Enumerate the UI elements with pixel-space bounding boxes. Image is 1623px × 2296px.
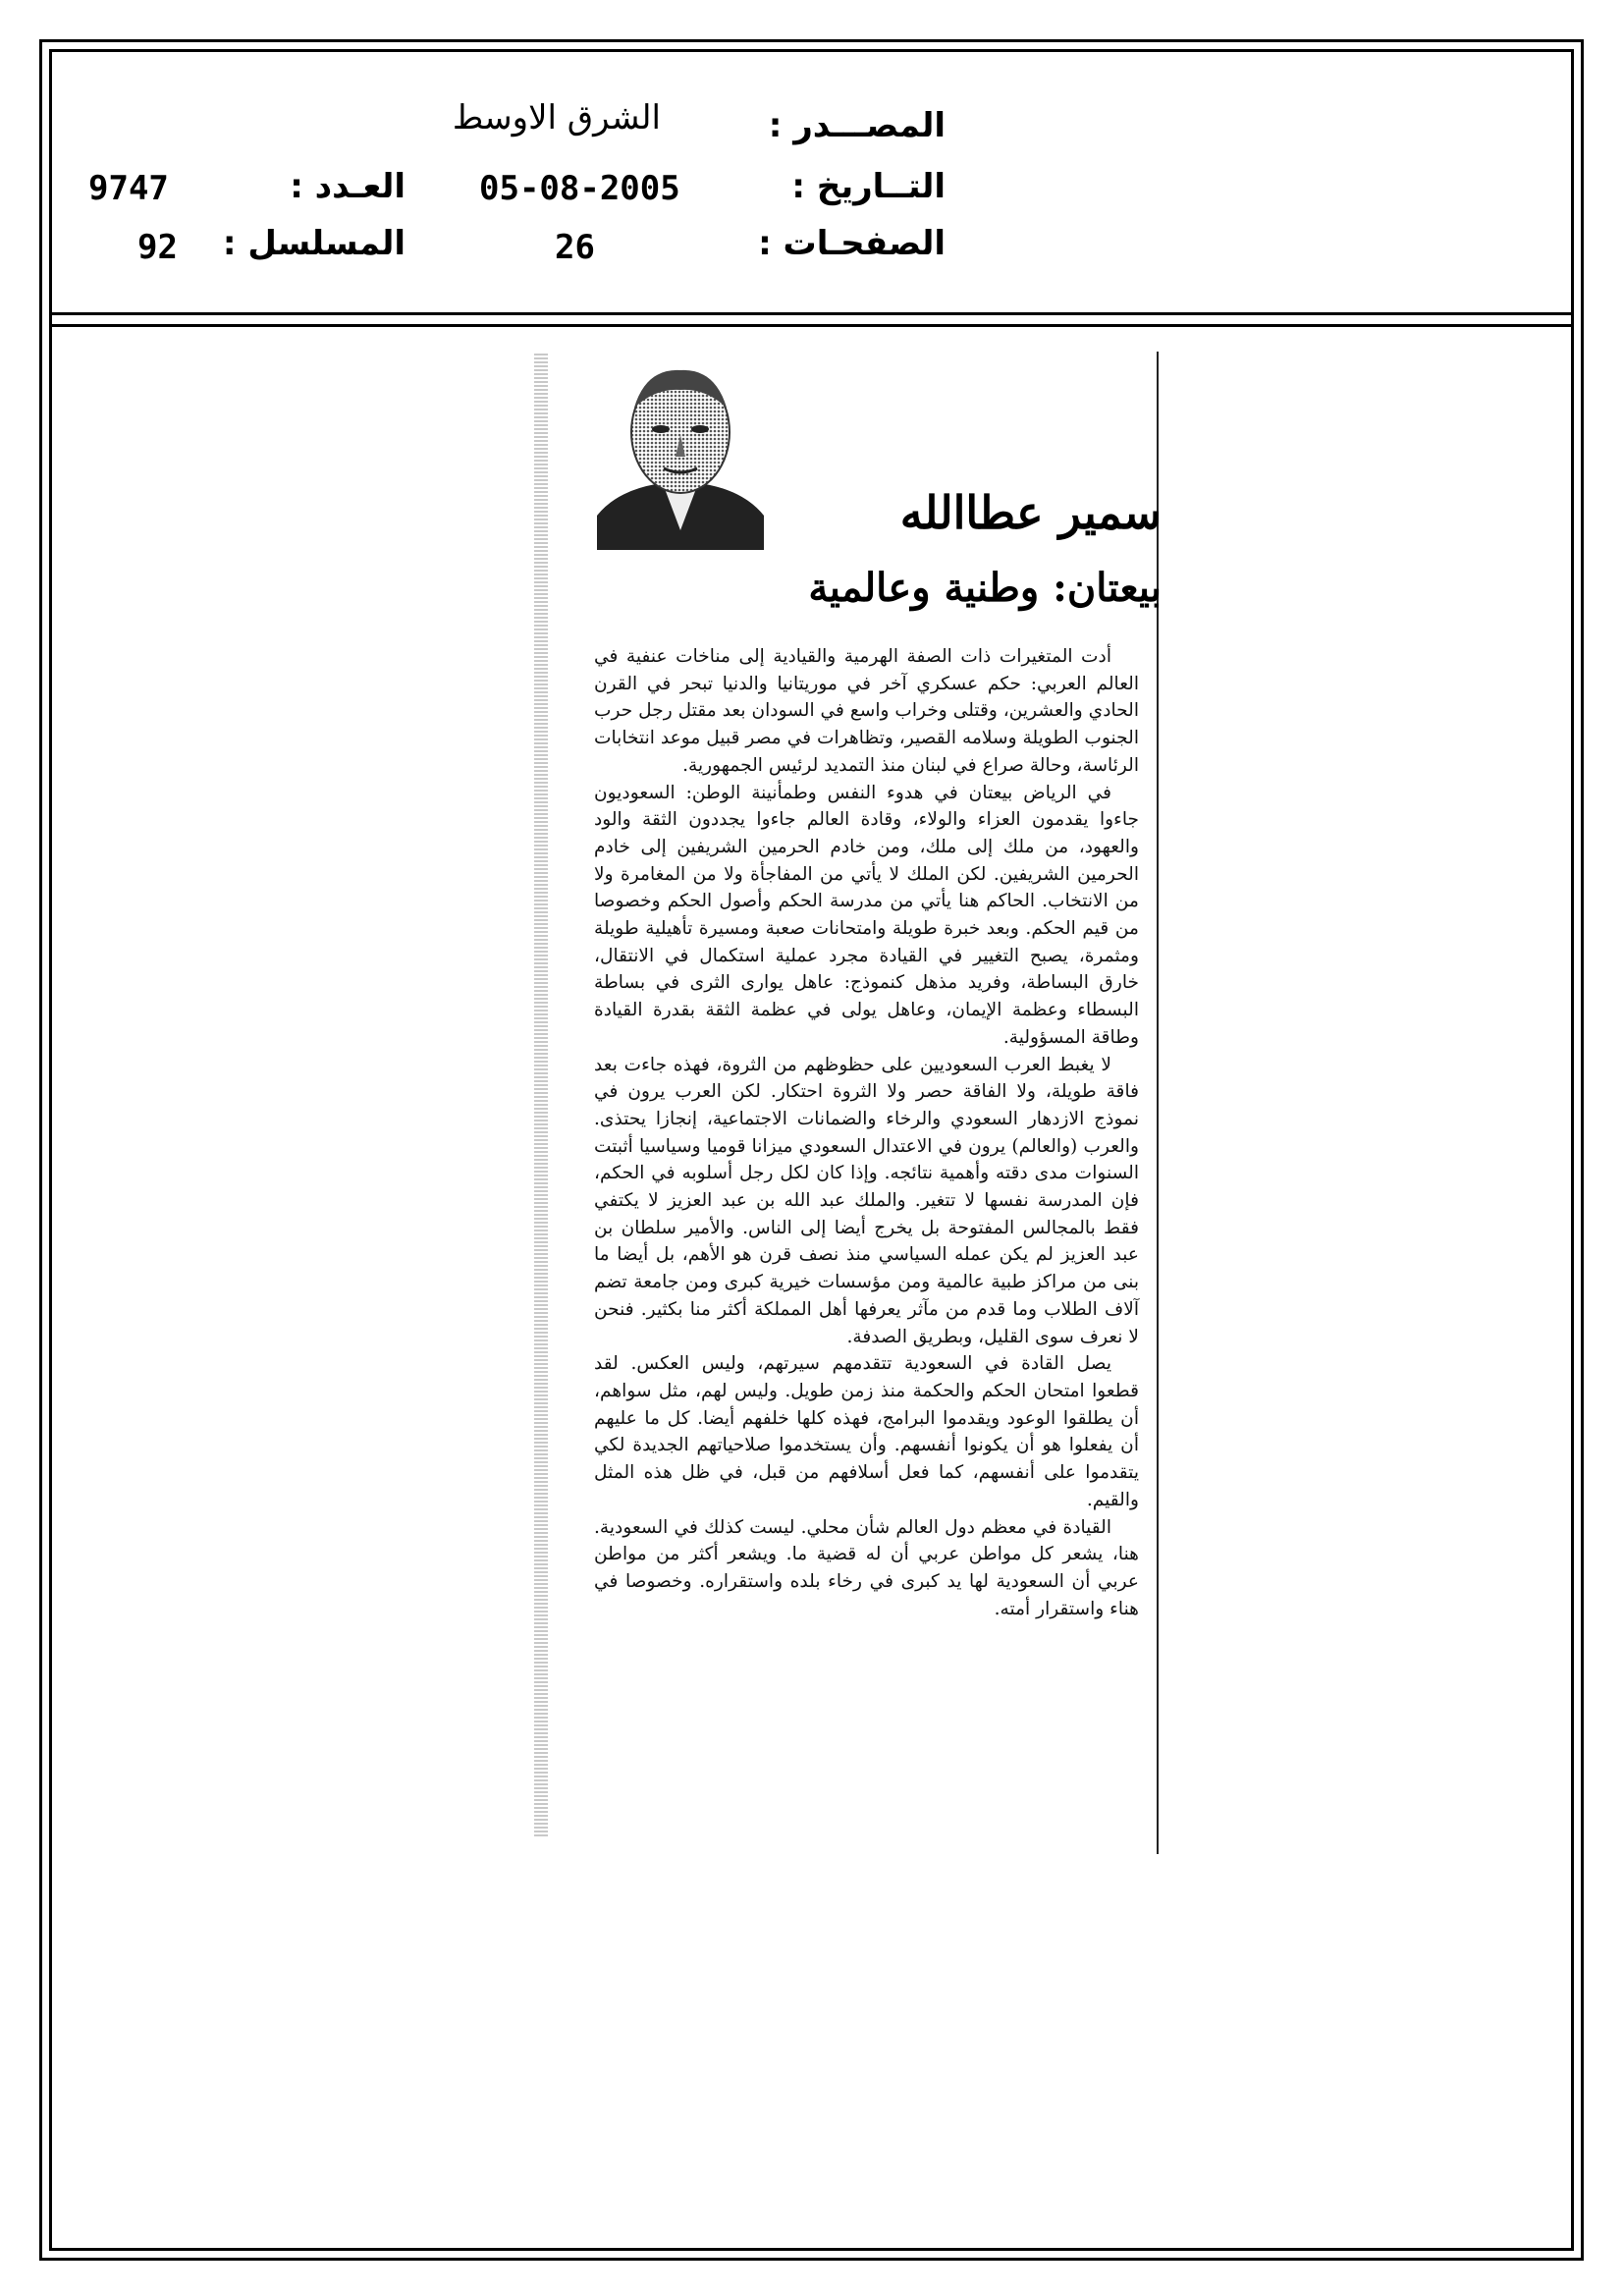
author-portrait [587, 358, 774, 550]
author-name: سمير عطاالله [899, 486, 1162, 539]
article-paragraph: القيادة في معظم دول العالم شأن محلي. ليست كذلك في السعودية. هنا، يشعر كل مواطن عربي أن له قضية ما. ويشعر أكثر من مواطن عربي أن السعودية لها يد كبرى في رخاء بلده واستقراره. وخصوصا في هناء واستقرار أمته. [594, 1516, 1139, 1619]
clipping-scan-edge [534, 354, 548, 1836]
date-value: 05-08-2005 [479, 169, 680, 208]
pages-value: 26 [555, 228, 595, 267]
source-value: الشرق الاوسط [452, 98, 661, 137]
article-paragraph: أدت المتغيرات ذات الصفة الهرمية والقيادية إلى مناخات عنفية في العالم العربي: حكم عسكري آخر في موريتانيا والدنيا تبحر في القرن الحادي والعشرين، وقتلى وخراب واسع في السودان بعد مقتل رجل حرب الجنوب الطويلة وسلامه القصير، وتظاهرات في مصر قبيل موعد انتخابات الرئاسة، وحالة صراع في لبنان منذ التمديد لرئيس الجمهورية. [594, 646, 1139, 776]
source-label: المصـــدر : [768, 106, 946, 145]
article-paragraph: لا يغبط العرب السعوديين على حظوظهم من الثروة، فهذه جاءت بعد فاقة طويلة، ولا الفاقة حصر ولا الثروة احتكار. لكن العرب يرون في نموذج الازدهار السعودي والرخاء والضمانات الاجتماعية، إنجازا يحتذى. والعرب (والعالم) يرون في الاعتدال السعودي ميزانا قوميا وسياسيا أثبتت السنوات مدى دقته وأهمية نتائجه. وإذا كان لكل رجل أسلوبه في الحكم، فإن المدرسة نفسها لا تتغير. والملك عبد الله بن عبد العزيز لا يكتفي فقط بالمجالس المفتوحة بل يخرج أيضا إلى الناس. والأمير سلطان بن عبد العزيز لم يكن عمله السياسي منذ نصف قرن هو الأهم، بل أيضا ما بنى من مراكز طبية عالمية ومن مؤسسات خيرية كبرى ومن جامعة تضم آلاف الطلاب وما قدم من مآثر يعرفها أهل المملكة أكثر منا بكثير. فنحن لا نعرف سوى القليل، وبطريق الصدفة. [594, 1054, 1139, 1347]
header-divider-second [49, 324, 1574, 327]
article-paragraph: في الرياض بيعتان في هدوء النفس وطمأنينة الوطن: السعوديون جاءوا يقدمون العزاء والولاء، وقادة العالم جاءوا يجددون الثقة والود والعهود، من ملك إلى ملك، ومن خادم الحرمين الشريفين إلى خادم الحرمين الشريفين. لكن الملك لا يأتي من المفاجأة ولا من المغامرة ولا من الانتخاب. الحاكم هنا يأتي من مدرسة الحكم وأصول الحكم وخصوصا من قيم الحكم. وبعد خبرة طويلة وامتحانات صعبة ومسيرة تأهيلية طويلة ومثمرة، يصبح التغيير في القيادة مجرد عملية استكمال في الانتقال، خارق البساطة، وفريد مذهل كنموذج: عاهل يوارى الثرى في بساطة البسطاء وعظمة الإيمان، وعاهل يولى في عظمة الثقة بقدرة القيادة وطاقة المسؤولية. [594, 782, 1139, 1048]
serial-value: 92 [137, 228, 178, 267]
issue-value: 9747 [88, 169, 169, 208]
issue-label: العـدد : [290, 167, 406, 206]
date-label: التــاريخ : [791, 167, 946, 206]
article-paragraph: يصل القادة في السعودية تتقدمهم سيرتهم، وليس العكس. لقد قطعوا امتحان الحكم والحكمة منذ زمن طويل. وليس لهم، مثل سواهم، أن يطلقوا الوعود ويقدموا البرامج، فهذه كلها خلفهم أيضا. كل ما عليهم أن يفعلوا هو أن يكونوا أنفسهم. وأن يستخدموا صلاحياتهم الجديدة لكي يتقدموا على أنفسهم، كما فعل أسلافهم من قبل، في ظل هذه المثل والقيم. [594, 1353, 1139, 1510]
article-headline: بيعتان: وطنية وعالمية [808, 565, 1162, 611]
serial-label: المسلسل : [222, 224, 406, 263]
article-body [594, 643, 1139, 1622]
header-divider [49, 312, 1574, 315]
pages-label: الصفحـات : [758, 224, 946, 263]
